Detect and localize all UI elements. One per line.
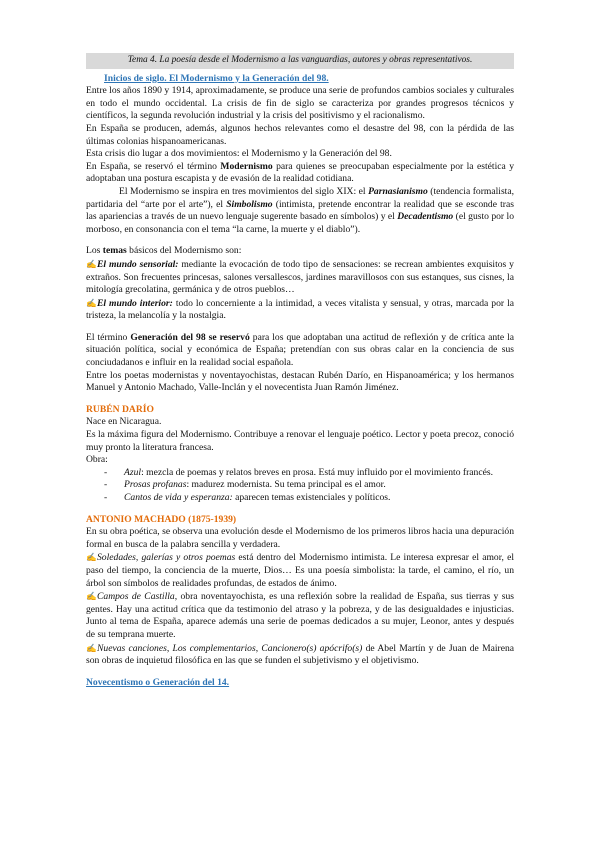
writing-hand-icon: ✍ <box>86 258 97 269</box>
ruben-obra-label: Obra: <box>86 454 108 466</box>
section-title-novecentismo: Novecentismo o Generación del 14. <box>86 676 230 688</box>
list-item: - Cantos de vida y esperanza: aparecen temas existenciales y políticos. <box>104 492 391 503</box>
section-title-modernismo: Inicios de siglo. El Modernismo y la Generación del 98. <box>104 72 329 84</box>
paragraph-generacion-98: El término Generación del 98 se reservó para los que adoptaban una actitud de reflexión y de crítica ante la situación política, social y económica de España; pretendían con sus obras calar en la conciencia de sus conciudadanos e influir en la realidad social española. <box>86 331 514 369</box>
list-item: - Azul: mezcla de poemas y relatos breves en prosa. Está muy influido por el movimiento francés. <box>104 466 493 478</box>
author-title-antonio-machado: ANTONIO MACHADO (1875-1939) <box>86 513 237 525</box>
writing-hand-icon: ✍ <box>86 591 97 602</box>
bullet-mundo-sensorial: ✍El mundo sensorial: mediante la evocación de todo tipo de sensaciones: se recrean ambientes exquisitos y extraños. Son frecuentes princesas, salones versallescos, jardines maravillosos con sus estanques, sus cisnes, la mitología grecolatina, germánica y de otros pueblos… <box>86 258 514 296</box>
document-page <box>86 53 514 689</box>
writing-hand-icon: ✍ <box>86 297 97 308</box>
paragraph-spain: En España se producen, además, algunos hechos relevantes como el desastre del 98, con la pérdida de las últimas colonias hispanoamericanas. <box>86 122 514 147</box>
paragraph-crisis: Esta crisis dio lugar a dos movimientos: el Modernismo y la Generación del 98. <box>86 148 392 160</box>
bullet-campos-castilla: ✍Campos de Castilla, obra noventayochista, es una reflexión sobre la realidad de España, sus tierras y sus gentes. Hay una actitud crítica que da testimonio del atraso y la pobreza, y de las desigualdades e injusticias. Junto al tema de España, aparece además una serie de poemas dedicados a su mujer, Leonor, antes y después de su temprana muerte. <box>86 591 514 640</box>
bullet-nuevas-canciones: ✍Nuevas canciones, Los complementarios, Cancionero(s) apócrifo(s) de Abel Martín y de Juan de Mairena son obras de inquietud filosófica en las que se funden el subjetivismo y el objetivismo. <box>86 642 515 667</box>
paragraph-context: Entre los años 1890 y 1914, aproximadamente, se produce una serie de profundos cambios sociales y culturales en todo el mundo occidental. La crisis de fin de siglo se caracteriza por grandes progresos técnicos y científicos, la segunda revolución industrial y la crisis del positivismo y el racionalismo. <box>86 85 514 122</box>
paragraph-temas: Los temas básicos del Modernismo son: <box>86 245 242 257</box>
paragraph-modernismo-term: En España, se reservó el término Modernismo para quienes se preocupaban especialmente por la estética y adoptaban una postura escapista y de evasión de la realidad cotidiana. <box>86 160 514 185</box>
author-title-ruben-dario: RUBÉN DARÍO <box>86 403 154 415</box>
ruben-birth: Nace en Nicaragua. <box>86 416 162 428</box>
writing-hand-icon: ✍ <box>86 552 97 563</box>
list-item: - Prosas profanas: madurez modernista. Su tema principal es el amor. <box>104 479 386 491</box>
machado-intro: En su obra poética, se observa una evolución desde el Modernismo de los primeros libros hacia una depuración formal en busca de la palabra sencilla y verdadera. <box>86 526 514 550</box>
topic-banner: Tema 4. La poesía desde el Modernismo a las vanguardias, autores y obras representativos. <box>86 53 514 69</box>
paragraph-influences: El Modernismo se inspira en tres movimientos del siglo XIX: el Parnasianismo (tendencia formalista, partidaria del “arte por el arte”), el Simbolismo (intimista, pretende encontrar la realidad que se esconde tras las apariencias a través de un nuevo lenguaje sugerente basado en símbolos) y el Decadentismo (el gusto por lo morboso, en consonancia con el tema “la carne, la muerte y el diablo”). <box>86 185 514 235</box>
paragraph-poetas: Entre los poetas modernistas y noventayochistas, destacan Rubén Darío, en Hispanoamérica; y los hermanos Manuel y Antonio Machado, Valle-Inclán y el novecentista Juan Ramón Jiménez. <box>86 369 514 394</box>
ruben-summary: Es la máxima figura del Modernismo. Contribuye a renovar el lenguaje poético. Lector y poeta precoz, conoció muy pronto la literatura francesa. <box>86 429 514 453</box>
ruben-works-list <box>86 467 514 505</box>
bullet-soledades: ✍Soledades, galerías y otros poemas está dentro del Modernismo intimista. Le interesa expresar el amor, el paso del tiempo, la conciencia de la muerte, Dios… Es una poesía simbolista: la tarde, el camino, el río, un árbol son símbolos de realidades profundas, de estados de ánimo. <box>86 552 514 589</box>
writing-hand-icon: ✍ <box>86 642 97 653</box>
bullet-mundo-interior: ✍El mundo interior: todo lo concerniente a la intimidad, a veces vitalista y sensual, y otras, marcada por la tristeza, la melancolía y la nostalgia. <box>86 297 514 322</box>
